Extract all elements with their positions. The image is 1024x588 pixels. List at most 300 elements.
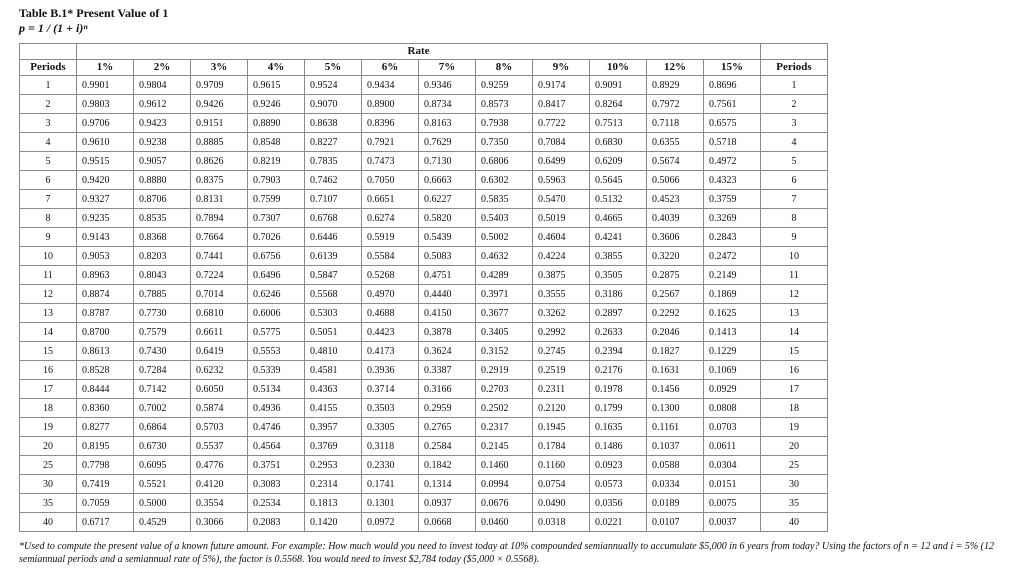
factor-cell: 0.3554 (191, 494, 248, 513)
factor-cell: 0.7894 (191, 209, 248, 228)
factor-cell: 0.3677 (476, 304, 533, 323)
factor-cell: 0.1229 (704, 342, 761, 361)
factor-cell: 0.5775 (248, 323, 305, 342)
factor-cell: 0.4688 (362, 304, 419, 323)
factor-cell: 0.8277 (77, 418, 134, 437)
factor-cell: 0.1799 (590, 399, 647, 418)
factor-cell: 0.2953 (305, 456, 362, 475)
period-cell-right: 7 (761, 190, 828, 209)
table-row (20, 247, 828, 266)
factor-cell: 0.1420 (305, 513, 362, 532)
period-cell-right: 35 (761, 494, 828, 513)
factor-cell: 0.7885 (134, 285, 191, 304)
table-row (20, 266, 828, 285)
factor-cell: 0.7664 (191, 228, 248, 247)
factor-cell: 0.6499 (533, 152, 590, 171)
factor-cell: 0.7142 (134, 380, 191, 399)
factor-cell: 0.2145 (476, 437, 533, 456)
factor-cell: 0.7224 (191, 266, 248, 285)
factor-cell: 0.2176 (590, 361, 647, 380)
factor-cell: 0.3405 (476, 323, 533, 342)
factor-cell: 0.3387 (419, 361, 476, 380)
period-cell-right: 19 (761, 418, 828, 437)
rate-column-header: 15% (704, 60, 761, 76)
factor-cell: 0.4423 (362, 323, 419, 342)
factor-cell: 0.3066 (191, 513, 248, 532)
factor-cell: 0.6006 (248, 304, 305, 323)
factor-cell: 0.3118 (362, 437, 419, 456)
factor-cell: 0.5537 (191, 437, 248, 456)
period-cell: 4 (20, 133, 77, 152)
factor-cell: 0.5553 (248, 342, 305, 361)
factor-cell: 0.7730 (134, 304, 191, 323)
factor-cell: 0.3855 (590, 247, 647, 266)
factor-cell: 0.9804 (134, 76, 191, 95)
period-cell-right: 10 (761, 247, 828, 266)
factor-cell: 0.0573 (590, 475, 647, 494)
period-cell: 8 (20, 209, 77, 228)
period-cell: 18 (20, 399, 77, 418)
factor-cell: 0.5132 (590, 190, 647, 209)
factor-cell: 0.3714 (362, 380, 419, 399)
factor-cell: 0.4529 (134, 513, 191, 532)
factor-cell: 0.9070 (305, 95, 362, 114)
factor-cell: 0.4039 (647, 209, 704, 228)
factor-cell: 0.1460 (476, 456, 533, 475)
factor-cell: 0.8929 (647, 76, 704, 95)
factor-cell: 0.7118 (647, 114, 704, 133)
factor-cell: 0.7419 (77, 475, 134, 494)
table-row (20, 152, 828, 171)
table-row (20, 456, 828, 475)
factor-cell: 0.1300 (647, 399, 704, 418)
period-cell: 40 (20, 513, 77, 532)
factor-cell: 0.5645 (590, 171, 647, 190)
factor-cell: 0.6227 (419, 190, 476, 209)
period-cell-right: 4 (761, 133, 828, 152)
factor-cell: 0.7462 (305, 171, 362, 190)
factor-cell: 0.1486 (590, 437, 647, 456)
factor-cell: 0.4746 (248, 418, 305, 437)
factor-cell: 0.7629 (419, 133, 476, 152)
factor-cell: 0.0972 (362, 513, 419, 532)
factor-cell: 0.7430 (134, 342, 191, 361)
factor-cell: 0.7513 (590, 114, 647, 133)
factor-cell: 0.9238 (134, 133, 191, 152)
period-cell-right: 9 (761, 228, 828, 247)
period-cell-right: 6 (761, 171, 828, 190)
period-cell: 11 (20, 266, 77, 285)
factor-cell: 0.8890 (248, 114, 305, 133)
rate-column-header: 3% (191, 60, 248, 76)
factor-cell: 0.2992 (533, 323, 590, 342)
period-cell-right: 40 (761, 513, 828, 532)
table-row (20, 95, 828, 114)
factor-cell: 0.5703 (191, 418, 248, 437)
factor-cell: 0.9612 (134, 95, 191, 114)
factor-cell: 0.5470 (533, 190, 590, 209)
factor-cell: 0.7350 (476, 133, 533, 152)
period-cell: 7 (20, 190, 77, 209)
period-cell: 19 (20, 418, 77, 437)
factor-cell: 0.6246 (248, 285, 305, 304)
factor-cell: 0.5403 (476, 209, 533, 228)
factor-cell: 0.8700 (77, 323, 134, 342)
factor-cell: 0.0923 (590, 456, 647, 475)
factor-cell: 0.3305 (362, 418, 419, 437)
factor-cell: 0.6830 (590, 133, 647, 152)
factor-cell: 0.3220 (647, 247, 704, 266)
factor-cell: 0.0037 (704, 513, 761, 532)
factor-cell: 0.0221 (590, 513, 647, 532)
factor-cell: 0.0107 (647, 513, 704, 532)
factor-cell: 0.0611 (704, 437, 761, 456)
factor-cell: 0.7835 (305, 152, 362, 171)
factor-cell: 0.3505 (590, 266, 647, 285)
factor-cell: 0.4440 (419, 285, 476, 304)
factor-cell: 0.8528 (77, 361, 134, 380)
period-cell: 35 (20, 494, 77, 513)
factor-cell: 0.8163 (419, 114, 476, 133)
factor-cell: 0.1161 (647, 418, 704, 437)
period-cell: 16 (20, 361, 77, 380)
factor-cell: 0.1842 (419, 456, 476, 475)
factor-cell: 0.8874 (77, 285, 134, 304)
factor-cell: 0.1413 (704, 323, 761, 342)
factor-cell: 0.5521 (134, 475, 191, 494)
factor-cell: 0.2292 (647, 304, 704, 323)
factor-cell: 0.8787 (77, 304, 134, 323)
factor-cell: 0.1160 (533, 456, 590, 475)
factor-cell: 0.4665 (590, 209, 647, 228)
factor-cell: 0.2633 (590, 323, 647, 342)
table-row (20, 171, 828, 190)
factor-cell: 0.0754 (533, 475, 590, 494)
factor-cell: 0.8613 (77, 342, 134, 361)
table-row (20, 437, 828, 456)
factor-cell: 0.6663 (419, 171, 476, 190)
factor-cell: 0.0318 (533, 513, 590, 532)
factor-cell: 0.9423 (134, 114, 191, 133)
factor-cell: 0.3152 (476, 342, 533, 361)
factor-cell: 0.9057 (134, 152, 191, 171)
factor-cell: 0.3936 (362, 361, 419, 380)
period-cell: 20 (20, 437, 77, 456)
period-cell-right: 17 (761, 380, 828, 399)
table-row (20, 494, 828, 513)
factor-cell: 0.4776 (191, 456, 248, 475)
factor-cell: 0.6209 (590, 152, 647, 171)
rate-header-row (20, 44, 828, 60)
period-cell: 14 (20, 323, 77, 342)
factor-cell: 0.8548 (248, 133, 305, 152)
factor-cell: 0.8573 (476, 95, 533, 114)
factor-cell: 0.4972 (704, 152, 761, 171)
factor-cell: 0.7002 (134, 399, 191, 418)
factor-cell: 0.6611 (191, 323, 248, 342)
factor-cell: 0.5002 (476, 228, 533, 247)
factor-cell: 0.6806 (476, 152, 533, 171)
factor-cell: 0.1784 (533, 437, 590, 456)
factor-cell: 0.0588 (647, 456, 704, 475)
factor-cell: 0.4810 (305, 342, 362, 361)
factor-cell: 0.2046 (647, 323, 704, 342)
factor-cell: 0.1037 (647, 437, 704, 456)
factor-cell: 0.9246 (248, 95, 305, 114)
period-cell: 6 (20, 171, 77, 190)
factor-cell: 0.8043 (134, 266, 191, 285)
factor-cell: 0.2584 (419, 437, 476, 456)
factor-cell: 0.2959 (419, 399, 476, 418)
factor-cell: 0.8696 (704, 76, 761, 95)
factor-cell: 0.4323 (704, 171, 761, 190)
factor-cell: 0.9327 (77, 190, 134, 209)
factor-cell: 0.3186 (590, 285, 647, 304)
table-row (20, 323, 828, 342)
factor-cell: 0.4224 (533, 247, 590, 266)
factor-cell: 0.4936 (248, 399, 305, 418)
table-title: Table B.1* Present Value of 1 (19, 6, 169, 20)
period-cell-right: 16 (761, 361, 828, 380)
period-cell: 12 (20, 285, 77, 304)
factor-cell: 0.2567 (647, 285, 704, 304)
factor-cell: 0.0808 (704, 399, 761, 418)
factor-cell: 0.5963 (533, 171, 590, 190)
factor-cell: 0.2703 (476, 380, 533, 399)
factor-cell: 0.5439 (419, 228, 476, 247)
factor-cell: 0.2317 (476, 418, 533, 437)
factor-cell: 0.8444 (77, 380, 134, 399)
factor-cell: 0.3262 (533, 304, 590, 323)
factor-cell: 0.7921 (362, 133, 419, 152)
factor-cell: 0.8396 (362, 114, 419, 133)
rate-column-header: 4% (248, 60, 305, 76)
factor-cell: 0.7798 (77, 456, 134, 475)
factor-cell: 0.2472 (704, 247, 761, 266)
factor-cell: 0.8264 (590, 95, 647, 114)
factor-cell: 0.5000 (134, 494, 191, 513)
factor-cell: 0.2149 (704, 266, 761, 285)
factor-cell: 0.7722 (533, 114, 590, 133)
factor-cell: 0.6717 (77, 513, 134, 532)
factor-cell: 0.8706 (134, 190, 191, 209)
factor-cell: 0.8626 (191, 152, 248, 171)
period-cell: 13 (20, 304, 77, 323)
factor-cell: 0.4751 (419, 266, 476, 285)
factor-cell: 0.8900 (362, 95, 419, 114)
factor-cell: 0.7084 (533, 133, 590, 152)
blank-header-cell (20, 44, 77, 60)
blank-header-cell (761, 44, 828, 60)
factor-cell: 0.9091 (590, 76, 647, 95)
factor-cell: 0.5820 (419, 209, 476, 228)
period-cell-right: 3 (761, 114, 828, 133)
period-cell-right: 15 (761, 342, 828, 361)
table-row (20, 209, 828, 228)
factor-cell: 0.4241 (590, 228, 647, 247)
rate-column-header: 7% (419, 60, 476, 76)
factor-cell: 0.4363 (305, 380, 362, 399)
factor-cell: 0.9235 (77, 209, 134, 228)
period-cell-right: 5 (761, 152, 828, 171)
factor-cell: 0.9420 (77, 171, 134, 190)
factor-cell: 0.2519 (533, 361, 590, 380)
factor-cell: 0.6768 (305, 209, 362, 228)
factor-cell: 0.5874 (191, 399, 248, 418)
factor-cell: 0.8227 (305, 133, 362, 152)
table-formula: p = 1 / (1 + i)ⁿ (19, 21, 88, 35)
factor-cell: 0.6446 (305, 228, 362, 247)
factor-cell: 0.3606 (647, 228, 704, 247)
factor-cell: 0.9259 (476, 76, 533, 95)
factor-cell: 0.1869 (704, 285, 761, 304)
factor-cell: 0.9706 (77, 114, 134, 133)
period-cell-right: 11 (761, 266, 828, 285)
factor-cell: 0.5066 (647, 171, 704, 190)
periods-header-right: Periods (761, 60, 828, 76)
factor-cell: 0.4173 (362, 342, 419, 361)
factor-cell: 0.6232 (191, 361, 248, 380)
factor-cell: 0.0189 (647, 494, 704, 513)
factor-cell: 0.3555 (533, 285, 590, 304)
factor-cell: 0.2502 (476, 399, 533, 418)
period-cell-right: 25 (761, 456, 828, 475)
factor-cell: 0.8203 (134, 247, 191, 266)
factor-cell: 0.9346 (419, 76, 476, 95)
factor-cell: 0.9143 (77, 228, 134, 247)
factor-cell: 0.3503 (362, 399, 419, 418)
factor-cell: 0.7561 (704, 95, 761, 114)
factor-cell: 0.8131 (191, 190, 248, 209)
factor-cell: 0.3878 (419, 323, 476, 342)
factor-cell: 0.0334 (647, 475, 704, 494)
table-row (20, 513, 828, 532)
factor-cell: 0.4523 (647, 190, 704, 209)
factor-cell: 0.4632 (476, 247, 533, 266)
table-row (20, 361, 828, 380)
factor-cell: 0.6730 (134, 437, 191, 456)
factor-cell: 0.3875 (533, 266, 590, 285)
factor-cell: 0.6651 (362, 190, 419, 209)
factor-cell: 0.4970 (362, 285, 419, 304)
factor-cell: 0.6139 (305, 247, 362, 266)
period-cell-right: 13 (761, 304, 828, 323)
factor-cell: 0.8368 (134, 228, 191, 247)
factor-cell: 0.1456 (647, 380, 704, 399)
factor-cell: 0.6496 (248, 266, 305, 285)
factor-cell: 0.1301 (362, 494, 419, 513)
factor-cell: 0.3083 (248, 475, 305, 494)
factor-cell: 0.4289 (476, 266, 533, 285)
table-row (20, 342, 828, 361)
factor-cell: 0.0151 (704, 475, 761, 494)
factor-cell: 0.7307 (248, 209, 305, 228)
factor-cell: 0.9515 (77, 152, 134, 171)
factor-cell: 0.7059 (77, 494, 134, 513)
factor-cell: 0.5835 (476, 190, 533, 209)
table-row (20, 418, 828, 437)
factor-cell: 0.7107 (305, 190, 362, 209)
factor-cell: 0.8734 (419, 95, 476, 114)
factor-cell: 0.1945 (533, 418, 590, 437)
table-body (20, 76, 828, 532)
period-cell-right: 2 (761, 95, 828, 114)
factor-cell: 0.6355 (647, 133, 704, 152)
factor-cell: 0.9709 (191, 76, 248, 95)
factor-cell: 0.1813 (305, 494, 362, 513)
factor-cell: 0.5568 (305, 285, 362, 304)
factor-cell: 0.6575 (704, 114, 761, 133)
factor-cell: 0.5268 (362, 266, 419, 285)
rate-column-header: 8% (476, 60, 533, 76)
factor-cell: 0.5718 (704, 133, 761, 152)
present-value-table (19, 43, 828, 532)
footnote: *Used to compute the present value of a known future amount. For example: How much would you need to invest today at 10% compounded semiannually to accumulate $5,000 in 6 years from today? Using the factors of n = 12 and i = 5% (12 semiannual periods and a semiannual rate of 5%), the factor is 0.5568. You would need to invest $2,784 today ($5,000 × 0.5568). (19, 541, 995, 565)
factor-cell: 0.9524 (305, 76, 362, 95)
factor-cell: 0.9610 (77, 133, 134, 152)
factor-cell: 0.7284 (134, 361, 191, 380)
factor-cell: 0.2534 (248, 494, 305, 513)
rate-column-header: 6% (362, 60, 419, 76)
table-row (20, 399, 828, 418)
period-cell: 5 (20, 152, 77, 171)
factor-cell: 0.5584 (362, 247, 419, 266)
factor-cell: 0.2875 (647, 266, 704, 285)
table-row (20, 114, 828, 133)
factor-cell: 0.8963 (77, 266, 134, 285)
factor-cell: 0.9053 (77, 247, 134, 266)
factor-cell: 0.3166 (419, 380, 476, 399)
factor-cell: 0.9901 (77, 76, 134, 95)
factor-cell: 0.4564 (248, 437, 305, 456)
factor-cell: 0.6050 (191, 380, 248, 399)
factor-cell: 0.7938 (476, 114, 533, 133)
rate-column-header: 2% (134, 60, 191, 76)
factor-cell: 0.2843 (704, 228, 761, 247)
factor-cell: 0.2120 (533, 399, 590, 418)
factor-cell: 0.3751 (248, 456, 305, 475)
period-cell: 9 (20, 228, 77, 247)
period-cell-right: 8 (761, 209, 828, 228)
rate-column-header: 10% (590, 60, 647, 76)
factor-cell: 0.5847 (305, 266, 362, 285)
factor-cell: 0.0994 (476, 475, 533, 494)
factor-cell: 0.4150 (419, 304, 476, 323)
factor-cell: 0.3624 (419, 342, 476, 361)
factor-cell: 0.1635 (590, 418, 647, 437)
period-cell-right: 1 (761, 76, 828, 95)
factor-cell: 0.5339 (248, 361, 305, 380)
factor-cell: 0.8880 (134, 171, 191, 190)
factor-cell: 0.7972 (647, 95, 704, 114)
factor-cell: 0.8375 (191, 171, 248, 190)
factor-cell: 0.1978 (590, 380, 647, 399)
period-cell-right: 14 (761, 323, 828, 342)
factor-cell: 0.7473 (362, 152, 419, 171)
factor-cell: 0.2311 (533, 380, 590, 399)
factor-cell: 0.9426 (191, 95, 248, 114)
factor-cell: 0.4120 (191, 475, 248, 494)
table-row (20, 475, 828, 494)
factor-cell: 0.1069 (704, 361, 761, 380)
factor-cell: 0.0676 (476, 494, 533, 513)
period-cell-right: 20 (761, 437, 828, 456)
period-cell-right: 18 (761, 399, 828, 418)
factor-cell: 0.7026 (248, 228, 305, 247)
factor-cell: 0.0356 (590, 494, 647, 513)
factor-cell: 0.7441 (191, 247, 248, 266)
factor-cell: 0.4155 (305, 399, 362, 418)
